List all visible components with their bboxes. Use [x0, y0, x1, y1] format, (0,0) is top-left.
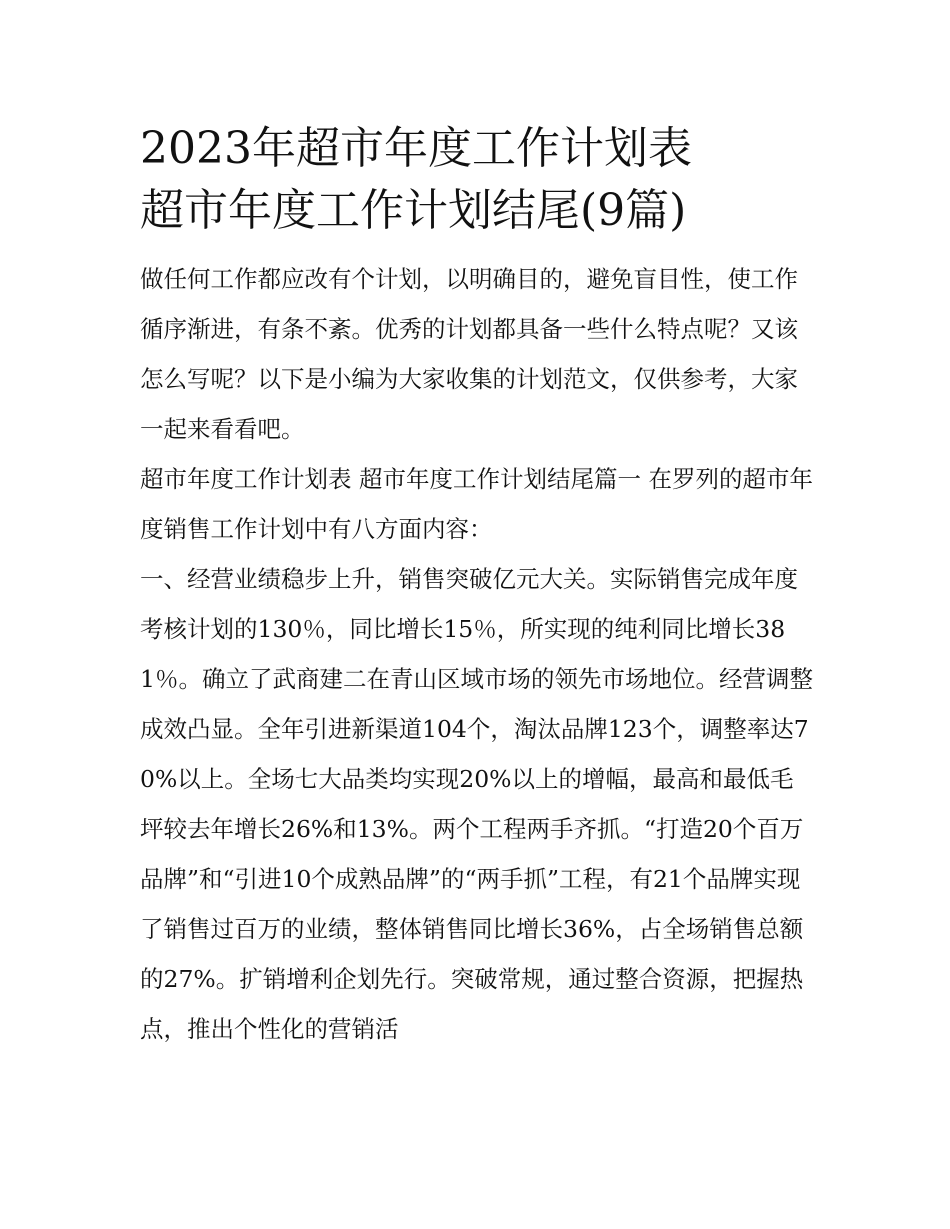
document-content — [140, 118, 815, 1054]
document-title — [140, 118, 815, 242]
title-line-2: 超市年度工作计划结尾(9篇) — [140, 185, 687, 236]
paragraph-section-heading: 超市年度工作计划表 超市年度工作计划结尾篇一 在罗列的超市年度销售工作计划中有八方面内容： — [140, 465, 813, 543]
paragraph-intro: 做任何工作都应改有个计划，以明确目的，避免盲目性，使工作循序渐进，有条不紊。优秀的计划都具备一些什么特点呢？又该怎么写呢？以下是小编为大家收集的计划范文，仅供参考，大家一起来看看吧。 — [140, 265, 798, 443]
paragraph-item-one: 一、经营业绩稳步上升，销售突破亿元大关。实际销售完成年度考核计划的130％，同比增长15％，所实现的纯利同比增长381％。确立了武商建二在青山区域市场的领先市场地位。经营调整成效凸显。全年引进新渠道104个，淘汰品牌123个，调整率达70%以上。全场七大品类均实现20%以上的增幅，最高和最低毛坪较去年增长26%和13%。两个工程两手齐抓。“打造20个百万品牌”和“引进10个成熟品牌”的“两手抓”工程，有21个品牌实现了销售过百万的业绩，整体销售同比增长36%，占全场销售总额的27%。扩销增利企划先行。突破常规，通过整合资源，把握热点，推出个性化的营销活 — [140, 565, 813, 1043]
title-line-1: 2023年超市年度工作计划表 — [140, 123, 692, 174]
